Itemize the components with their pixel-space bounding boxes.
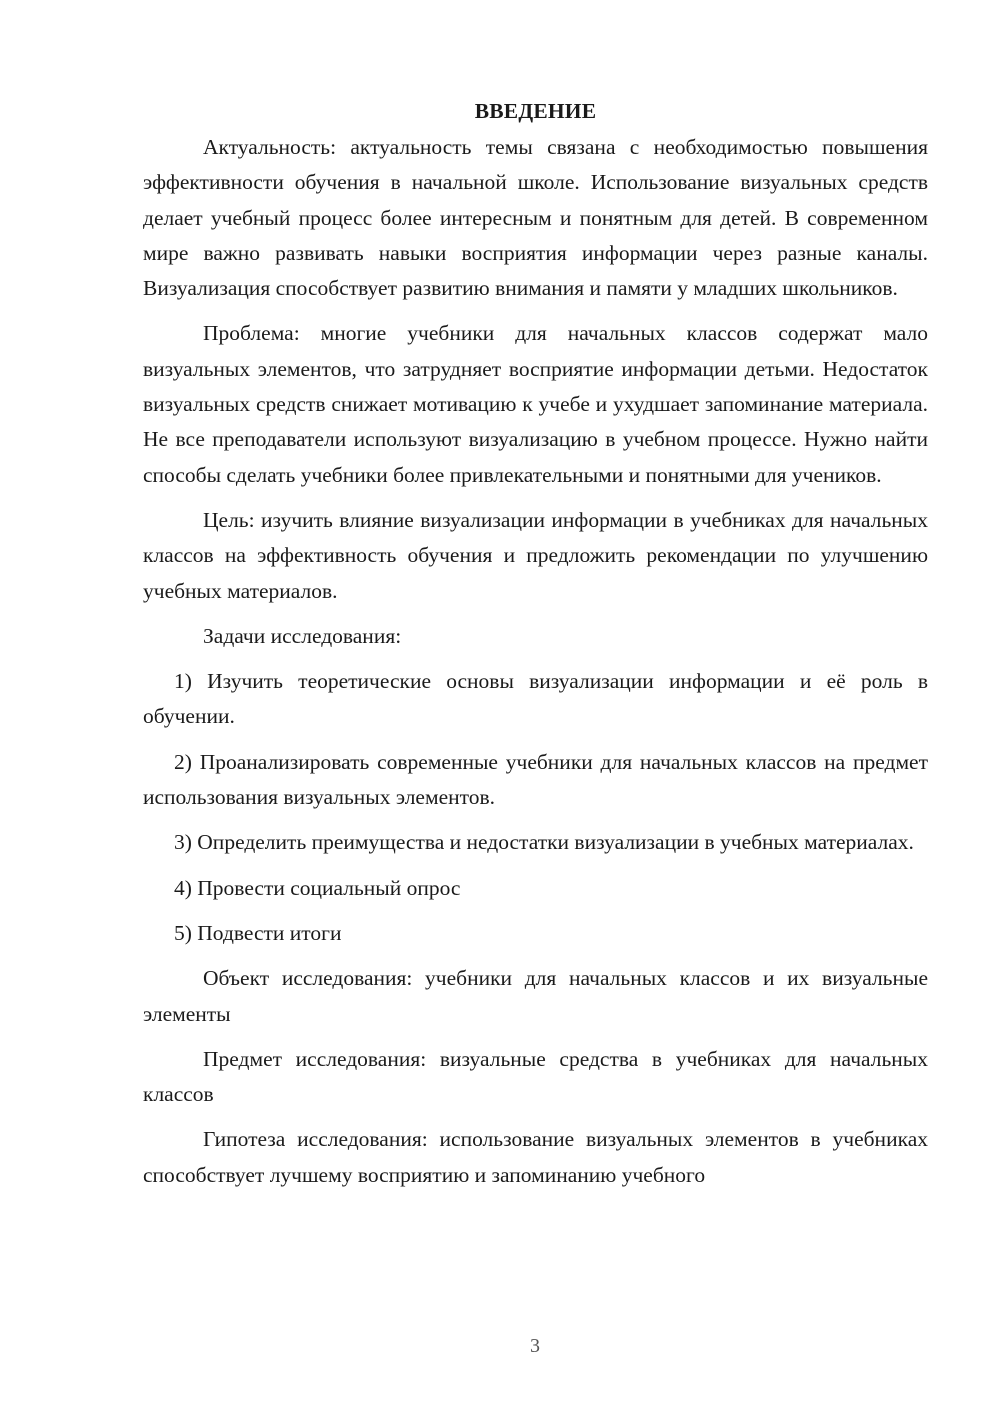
goal-paragraph: Цель: изучить влияние визуализации информации в учебниках для начальных классов на эффективность обучения и предложить рекомендации по улучшению учебных материалов.	[143, 507, 928, 603]
task-item-1: 1) Изучить теоретические основы визуализации информации и её роль в обучении.	[143, 669, 928, 729]
research-object-paragraph: Объект исследования: учебники для начальных классов и их визуальные элементы	[143, 966, 928, 1026]
task-item-4: 4) Провести социальный опрос	[174, 875, 461, 900]
research-subject-paragraph: Предмет исследования: визуальные средства в учебниках для начальных классов	[143, 1046, 928, 1107]
tasks-heading-paragraph: Задачи исследования:	[203, 623, 402, 648]
task-item-5: 5) Подвести итоги	[174, 920, 342, 945]
document-page	[143, 94, 928, 1193]
hypothesis-paragraph: Гипотеза исследования: использование визуальных элементов в учебниках способствует лучшему восприятию и запоминанию учебного	[143, 1127, 928, 1187]
task-item-3: 3) Определить преимущества и недостатки визуализации в учебных материалах.	[174, 830, 914, 855]
problem-paragraph: Проблема: многие учебники для начальных классов содержат мало визуальных элементов, что затрудняет восприятие информации детьми. Недостаток визуальных средств снижает мотивацию к учебе и ухудшает запоминание материала. Не все преподаватели используют визуализацию в учебном процессе. Нужно найти способы сделать учебники более привлекательными и понятными для учеников.	[143, 321, 928, 487]
section-heading: ВВЕДЕНИЕ	[474, 99, 597, 123]
relevance-paragraph: Актуальность: актуальность темы связана с необходимостью повышения эффективности обучения в начальной школе. Использование визуальных средств делает учебный процесс более интересным и понятным для детей. В современном мире важно развивать навыки восприятия информации через разные каналы. Визуализация способствует развитию внимания и памяти у младших школьников.	[143, 135, 928, 301]
task-item-2: 2) Проанализировать современные учебники для начальных классов на предмет использования визуальных элементов.	[143, 749, 928, 810]
page-number: 3	[530, 1335, 540, 1357]
